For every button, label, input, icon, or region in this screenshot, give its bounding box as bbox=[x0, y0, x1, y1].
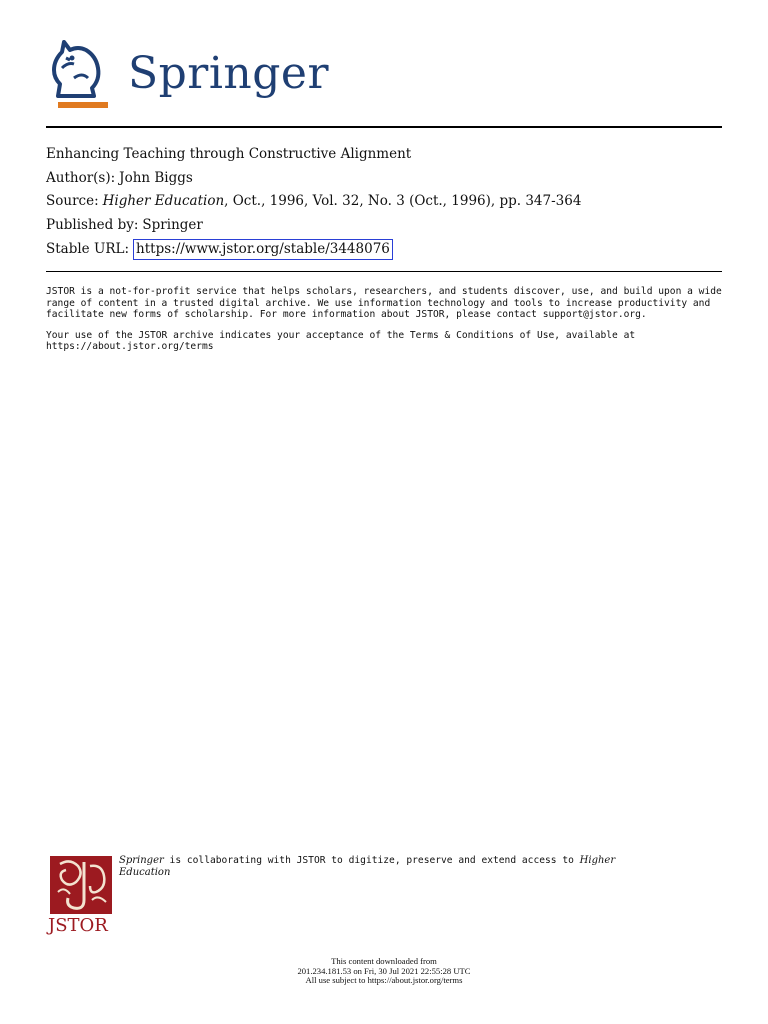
collab-publisher: Springer bbox=[119, 855, 164, 866]
stable-url-link[interactable]: https://www.jstor.org/stable/3448076 bbox=[133, 239, 393, 260]
jstor-notice bbox=[46, 286, 726, 362]
notice-paragraph-terms: Your use of the JSTOR archive indicates your acceptance of the Terms & Conditions of Use, available at https://about.jstor.org/terms bbox=[46, 329, 636, 352]
article-title: Enhancing Teaching through Constructive Alignment bbox=[46, 146, 412, 162]
collab-journal: Higher Education bbox=[119, 855, 616, 878]
download-footer bbox=[184, 957, 584, 986]
stable-url-label: Stable URL: bbox=[46, 241, 130, 257]
journal-name: Higher Education bbox=[102, 193, 225, 209]
published-label: Published by: bbox=[46, 216, 139, 233]
publisher-line bbox=[46, 216, 726, 240]
author-name: John Biggs bbox=[119, 169, 193, 186]
stable-url-line bbox=[46, 239, 726, 263]
source-details: , Oct., 1996, Vol. 32, No. 3 (Oct., 1996), pp. 347-364 bbox=[224, 193, 582, 209]
collaboration-statement bbox=[119, 855, 639, 878]
publisher-name: Springer bbox=[128, 48, 329, 99]
author-line bbox=[46, 169, 726, 193]
author-label: Author(s): bbox=[46, 169, 116, 186]
collaboration-block bbox=[48, 854, 728, 938]
collab-text: is collaborating with JSTOR to digitize, preserve and extend access to bbox=[163, 855, 580, 866]
knight-horse-icon bbox=[44, 38, 110, 112]
published-by: Springer bbox=[142, 216, 203, 233]
footer-line-3: All use subject to https://about.jstor.org/terms bbox=[305, 975, 463, 986]
header-divider bbox=[46, 126, 722, 128]
footer-line-2: 201.234.181.53 on Fri, 30 Jul 2021 22:55:28 UTC bbox=[297, 965, 471, 976]
article-metadata bbox=[46, 145, 726, 263]
springer-logo bbox=[44, 38, 344, 114]
notice-paragraph-about: JSTOR is a not-for-profit service that helps scholars, researchers, and students discover, use, and build upon a wide range of content in a trusted digital archive. We use information technology and tools to increase productivity and facilitate new forms of scholarship. For more information about JSTOR, please contact support@jstor.org. bbox=[46, 286, 722, 320]
jstor-logo bbox=[48, 854, 114, 938]
jstor-emblem-icon bbox=[50, 856, 112, 914]
source-line bbox=[46, 192, 726, 216]
source-label: Source: bbox=[46, 193, 99, 209]
section-divider bbox=[46, 271, 722, 272]
footer-line-1: This content downloaded from bbox=[331, 956, 437, 966]
jstor-logo-text: JSTOR bbox=[48, 915, 108, 936]
